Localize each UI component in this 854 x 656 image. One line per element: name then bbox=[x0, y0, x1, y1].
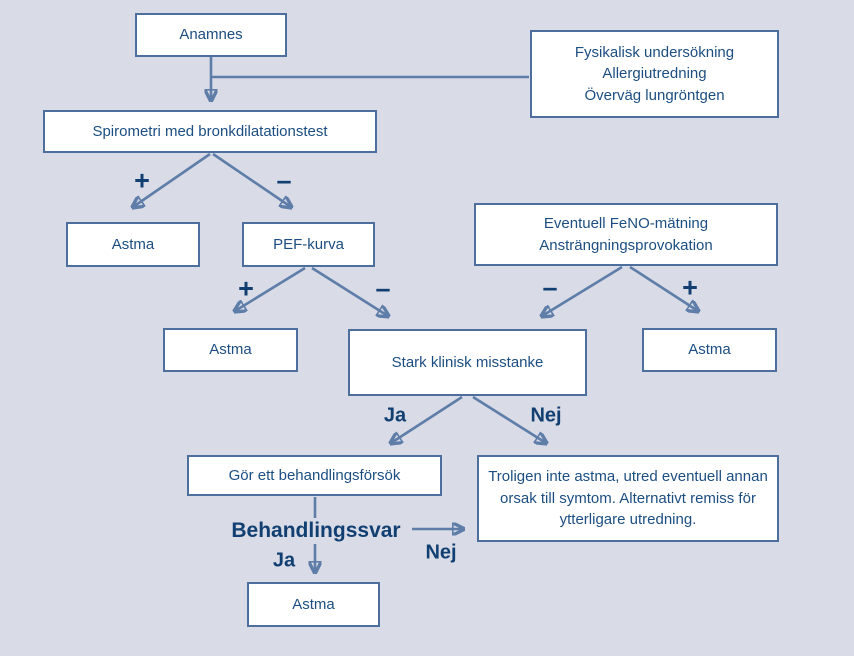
node-behandlingsforsok-label: Gör ett behandlingsförsök bbox=[228, 466, 401, 484]
label-minus-feno: – bbox=[542, 272, 558, 303]
node-anamnes bbox=[135, 13, 287, 57]
label-behandlingssvar: Behandlingssvar bbox=[231, 519, 401, 542]
label-minus-pef: – bbox=[375, 273, 391, 304]
node-spirometri bbox=[43, 110, 377, 153]
node-pef-kurva-label: PEF-kurva bbox=[273, 235, 344, 253]
node-stark-klinisk-misstanke bbox=[348, 329, 587, 396]
label-nej-stark: Nej bbox=[530, 404, 562, 427]
node-astma-after-feno bbox=[642, 328, 777, 372]
label-ja-stark: Ja bbox=[383, 404, 407, 427]
node-feno-matning bbox=[474, 203, 778, 266]
node-behandlingsforsok bbox=[187, 455, 442, 496]
node-fysikalisk-undersokning bbox=[530, 30, 779, 118]
label-ja-behandling: Ja bbox=[272, 549, 296, 572]
node-anamnes-label: Anamnes bbox=[179, 26, 243, 44]
label-plus-feno: + bbox=[682, 272, 698, 303]
label-minus-spirometri: – bbox=[276, 165, 292, 196]
node-troligen-inte-astma bbox=[477, 455, 779, 542]
node-astma-after-spirometri bbox=[66, 222, 200, 267]
node-stark-klinisk-misstanke-label: Stark klinisk misstanke bbox=[391, 353, 544, 371]
node-astma-after-spirometri-label: Astma bbox=[111, 235, 155, 253]
node-astma-after-feno-label: Astma bbox=[688, 341, 731, 359]
node-troligen-inte-astma-label: Troligen inte astma, utred eventuell annan orsak till symtom. Alternativt remiss för ytterligare utredning. bbox=[488, 467, 768, 529]
node-feno-line2: Ansträngningsprovokation bbox=[539, 236, 713, 254]
node-spirometri-label: Spirometri med bronkdilatationstest bbox=[92, 122, 328, 140]
label-nej-behandling: Nej bbox=[425, 541, 457, 564]
node-fysikalisk-line2: Allergiutredning bbox=[602, 65, 707, 83]
node-pef-kurva bbox=[242, 222, 375, 267]
node-astma-after-behandling-label: Astma bbox=[292, 595, 335, 613]
node-feno-line1: Eventuell FeNO-mätning bbox=[543, 215, 709, 233]
node-astma-after-pef bbox=[163, 328, 298, 372]
node-astma-after-behandling bbox=[247, 582, 380, 627]
node-astma-after-pef-label: Astma bbox=[209, 341, 252, 359]
node-fysikalisk-line1: Fysikalisk undersökning bbox=[574, 44, 735, 62]
node-fysikalisk-line3: Överväg lungröntgen bbox=[584, 86, 725, 104]
label-plus-pef: + bbox=[238, 273, 254, 304]
label-plus-spirometri: + bbox=[134, 165, 150, 196]
